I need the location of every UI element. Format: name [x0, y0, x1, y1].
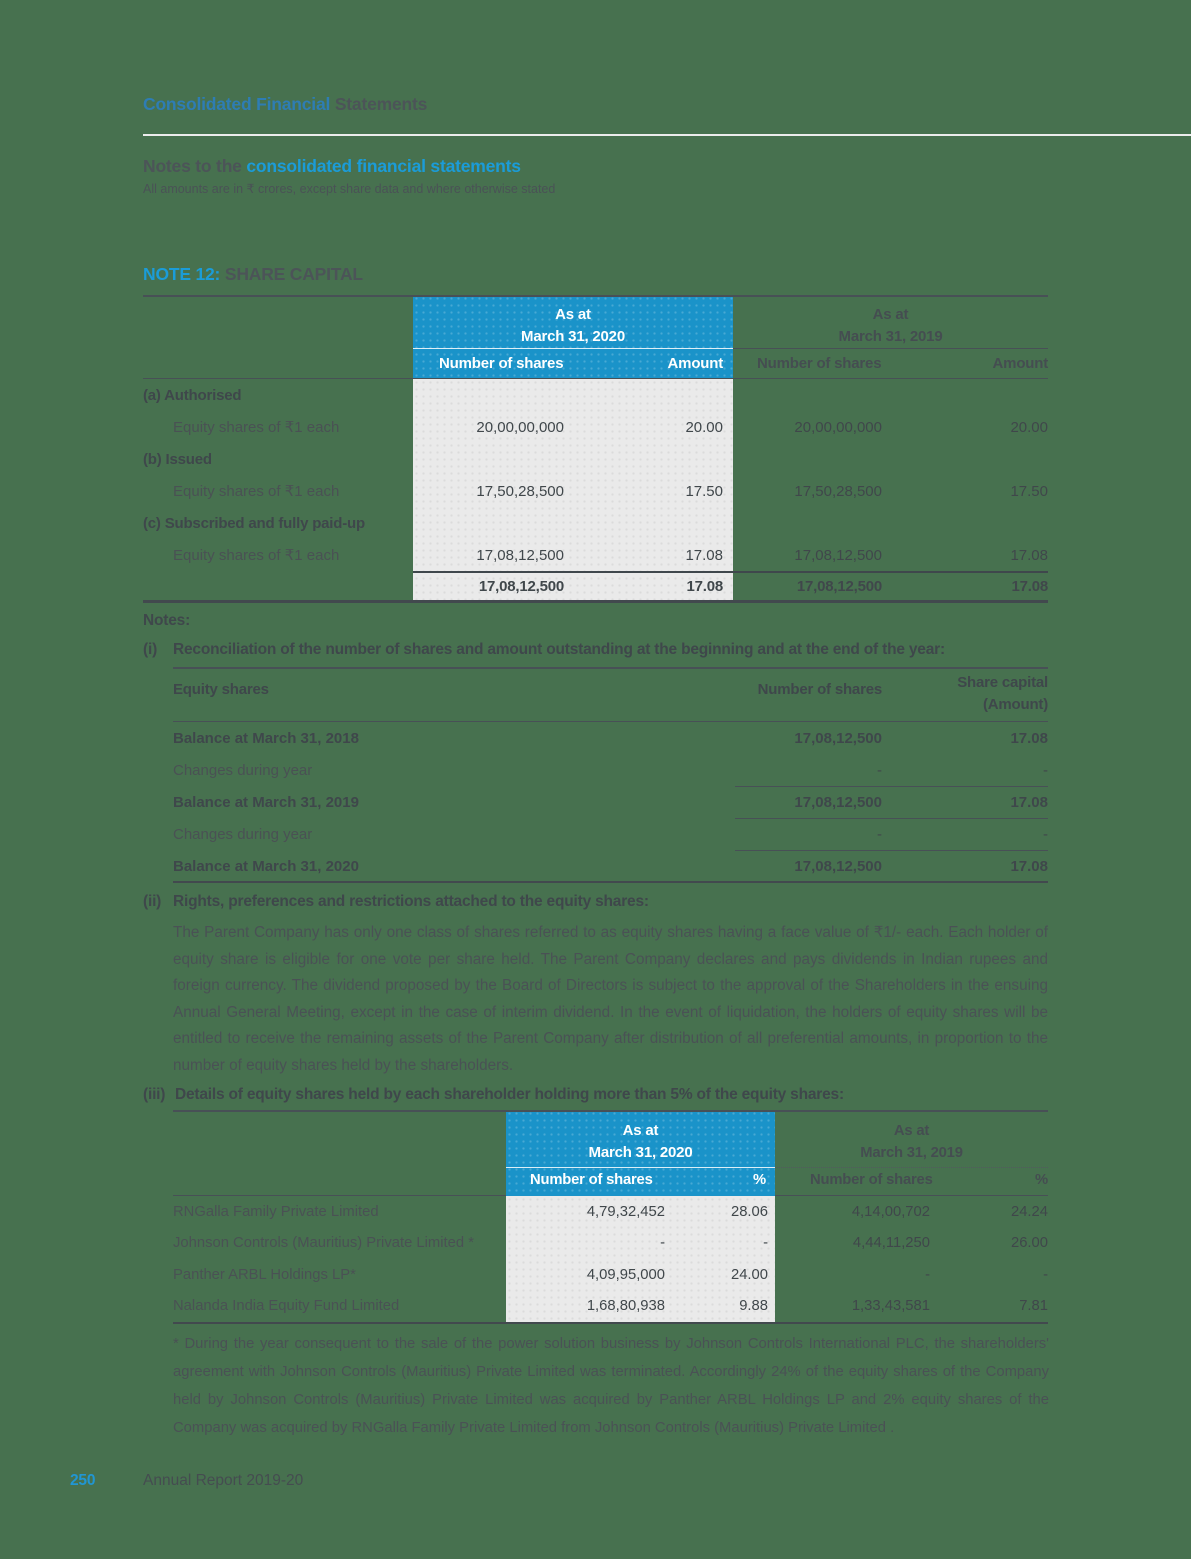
col-header-shares: Number of shares [757, 681, 882, 698]
table-top-rule [143, 295, 1048, 297]
row-label: (a) Authorised [143, 386, 242, 404]
as-at-2020-line2: March 31, 2020 [521, 328, 625, 345]
shares-2019: 17,08,12,500 [794, 546, 882, 564]
as-at-2020-line1: As at [622, 1122, 659, 1139]
shares-2019: 4,44,11,250 [852, 1235, 930, 1252]
row-label: Changes during year [173, 761, 313, 779]
col-header-amount-2020: Amount [667, 355, 723, 372]
table-row [143, 539, 1048, 571]
as-at-2019-line1: As at [872, 306, 909, 323]
note12-heading [143, 264, 363, 285]
col-header-equity-shares: Equity shares [173, 681, 269, 698]
table-row [143, 411, 1048, 443]
note-i-number: (i) [143, 641, 158, 658]
reconciliation-table [173, 667, 1048, 883]
col-header-amount-2019: Amount [992, 355, 1048, 372]
total-shares-2019: 17,08,12,500 [796, 577, 882, 595]
table-bottom-rule [173, 881, 1048, 883]
amount-2020: 20.00 [685, 418, 723, 436]
major-shareholders-table [173, 1110, 1048, 1324]
notes-label: Notes: [143, 612, 191, 629]
col-header-pct-2019: % [1035, 1172, 1048, 1188]
share-capital-table [143, 295, 1048, 603]
row-separator [735, 850, 1048, 851]
banner-title-blue: Consolidated Financial [143, 94, 331, 114]
share-capital-line1: Share capital [957, 674, 1048, 691]
shares-2020: 17,08,12,500 [476, 546, 564, 564]
note-iii-title: Details of equity shares held by each shareholder holding more than 5% of the equity shares: [175, 1086, 844, 1103]
section-banner [143, 94, 427, 115]
banner-title-gray: Statements [334, 94, 428, 114]
shareholder-name: Johnson Controls (Mauritius) Private Limited * [173, 1235, 474, 1252]
table-row [173, 1228, 1048, 1260]
total-amount-2020: 17.08 [686, 577, 723, 595]
amount-2020: 17.08 [685, 546, 723, 564]
shareholder-name: RNGalla Family Private Limited [173, 1203, 379, 1220]
col-header-shares-2019: Number of shares [810, 1172, 933, 1188]
reconciliation-rows [173, 722, 1048, 882]
as-at-2020-line1: As at [555, 306, 591, 323]
col-group-2019 [775, 1120, 1048, 1164]
row-label: Changes during year [173, 825, 313, 843]
note-iii-number: (iii) [143, 1086, 166, 1103]
shares-2019: 20,00,00,000 [794, 418, 882, 436]
shares-2019: 17,50,28,500 [794, 482, 882, 500]
pct-2020: 9.88 [739, 1298, 768, 1315]
note-ii-paragraph: The Parent Company has only one class of shares referred to as equity shares having a face value of ₹1/- each. Each holder of equity share is eligible for one vote per share held. The Parent Company declares and pays dividends in Indian rupees and foreign currency. The dividend proposed by the Board of Directors is subject to the approval of the Shareholders in the ensuing Annual General Meeting, except in the case of interim dividend. In the event of liquidation, the holders of equity shares will be entitled to receive the remaining assets of the Parent Company after distribution of all preferential amounts, in proportion to the number of equity shares held by the shareholders. [173, 924, 1048, 1074]
amount-value: - [1043, 825, 1048, 843]
col-header-shares-2019: Number of shares [757, 355, 882, 372]
notes-heading [143, 156, 521, 177]
table-row [143, 507, 1048, 539]
shares-2020: - [660, 1235, 665, 1252]
shares-2020: 4,09,95,000 [586, 1266, 665, 1283]
pct-2020: 24.00 [730, 1266, 768, 1283]
page-number: 250 [70, 1472, 96, 1489]
shares-2019: 1,33,43,581 [851, 1298, 930, 1315]
shareholder-rows [173, 1196, 1048, 1322]
as-at-2020-line2: March 31, 2020 [588, 1144, 693, 1161]
shares-value: 17,08,12,500 [794, 793, 882, 811]
as-at-2019-line2: March 31, 2019 [860, 1145, 963, 1161]
col-group-2020 [506, 1120, 775, 1164]
row-separator [735, 818, 1048, 819]
header-divider-2019 [733, 348, 1048, 349]
pct-2019: - [1043, 1266, 1048, 1283]
table-row [173, 850, 1048, 882]
banner-divider [143, 134, 1191, 136]
note-i-title: Reconciliation of the number of shares and amount outstanding at the beginning and at the end of the year: [173, 641, 945, 658]
share-capital-line2: (Amount) [982, 696, 1048, 713]
amount-2019: 20.00 [1010, 418, 1048, 436]
amount-2019: 17.50 [1010, 482, 1048, 500]
table-row [173, 722, 1048, 754]
shares-value: 17,08,12,500 [794, 729, 882, 747]
amount-value: 17.08 [1010, 857, 1048, 875]
note12-number: NOTE 12: [143, 264, 221, 284]
table-bottom-rule [173, 1322, 1048, 1324]
shareholder-name: Panther ARBL Holdings LP* [173, 1266, 356, 1283]
row-separator [735, 786, 1048, 787]
col-group-2020 [413, 304, 733, 348]
shares-value: 17,08,12,500 [794, 857, 882, 875]
amount-value: 17.08 [1010, 793, 1048, 811]
table-row [173, 1196, 1048, 1228]
total-amount-2019: 17.08 [1011, 577, 1048, 595]
shares-2020: 17,50,28,500 [476, 482, 564, 500]
shares-2020: 20,00,00,000 [476, 418, 564, 436]
pct-2019: 26.00 [1010, 1235, 1048, 1252]
col-group-2019 [733, 304, 1048, 348]
note-ii-title: Rights, preferences and restrictions attached to the equity shares: [173, 893, 649, 910]
amount-2020: 17.50 [685, 482, 723, 500]
row-label: Equity shares of ₹1 each [173, 419, 340, 436]
as-at-2019-line1: As at [893, 1123, 930, 1139]
shares-value: - [877, 761, 882, 779]
amount-2019: 17.08 [1010, 546, 1048, 564]
row-label: Equity shares of ₹1 each [173, 483, 340, 500]
header-divider-2020 [413, 348, 733, 349]
header-divider-2020 [506, 1167, 775, 1168]
pct-2019: 24.24 [1010, 1203, 1048, 1220]
table-row [173, 754, 1048, 786]
pct-2019: 7.81 [1019, 1298, 1048, 1315]
shares-value: - [877, 825, 882, 843]
header-divider-2019 [775, 1167, 1048, 1168]
notes-heading-blue: consolidated financial statements [246, 156, 521, 176]
table-row [143, 475, 1048, 507]
table-bottom-rule [143, 600, 1048, 603]
table-row [173, 818, 1048, 850]
row-label: Balance at March 31, 2019 [173, 793, 359, 811]
table-top-rule [173, 667, 1048, 669]
footer-report-label: Annual Report 2019-20 [143, 1472, 304, 1489]
row-label: (c) Subscribed and fully paid-up [143, 514, 365, 532]
notes-heading-gray: Notes to the [143, 156, 242, 176]
row-label: (b) Issued [143, 450, 212, 468]
shares-2019: 4,14,00,702 [851, 1203, 930, 1220]
shares-2020: 4,79,32,452 [586, 1203, 665, 1220]
col-header-shares-2020: Number of shares [439, 355, 564, 372]
shares-2019: - [925, 1266, 930, 1283]
as-at-2019-line2: March 31, 2019 [838, 328, 943, 345]
shareholder-name: Nalanda India Equity Fund Limited [173, 1298, 400, 1315]
shareholding-footnote: * During the year consequent to the sale of the power solution business by Johnson Controls International PLC, the shareholders' agreement with Johnson Controls (Mauritius) Private Limited was terminated. Accordingly 24% of the equity shares of the Company held by Johnson Controls (Mauritius) Private Limited was acquired by Panther ARBL Holdings LP and 2% equity shares of the Company was acquired by RNGalla Family Private Limited from Johnson Controls (Mauritius) Private Limited . [173, 1336, 1049, 1436]
table-row [143, 379, 1048, 411]
col-header-shares-2020: Number of shares [530, 1172, 653, 1188]
col-header-pct-2020: % [753, 1172, 766, 1188]
pct-2020: - [763, 1235, 768, 1252]
amounts-note: All amounts are in ₹ crores, except share data and where otherwise stated [143, 182, 556, 196]
row-label: Balance at March 31, 2020 [173, 857, 359, 875]
table-row [173, 1291, 1048, 1323]
note-ii-number: (ii) [143, 893, 162, 910]
shares-2020: 1,68,80,938 [586, 1298, 665, 1315]
amount-value: - [1043, 761, 1048, 779]
total-shares-2020: 17,08,12,500 [478, 577, 564, 595]
table-row [173, 1259, 1048, 1291]
pct-2020: 28.06 [730, 1203, 768, 1220]
note12-title: SHARE CAPITAL [224, 264, 363, 284]
share-capital-rows [143, 379, 1048, 571]
table-row [173, 786, 1048, 818]
total-row [143, 572, 1048, 600]
row-label: Balance at March 31, 2018 [173, 729, 359, 747]
amount-value: 17.08 [1010, 729, 1048, 747]
row-label: Equity shares of ₹1 each [173, 547, 340, 564]
col-header-share-capital [882, 672, 1048, 716]
table-top-rule [173, 1110, 1048, 1112]
table-row [143, 443, 1048, 475]
